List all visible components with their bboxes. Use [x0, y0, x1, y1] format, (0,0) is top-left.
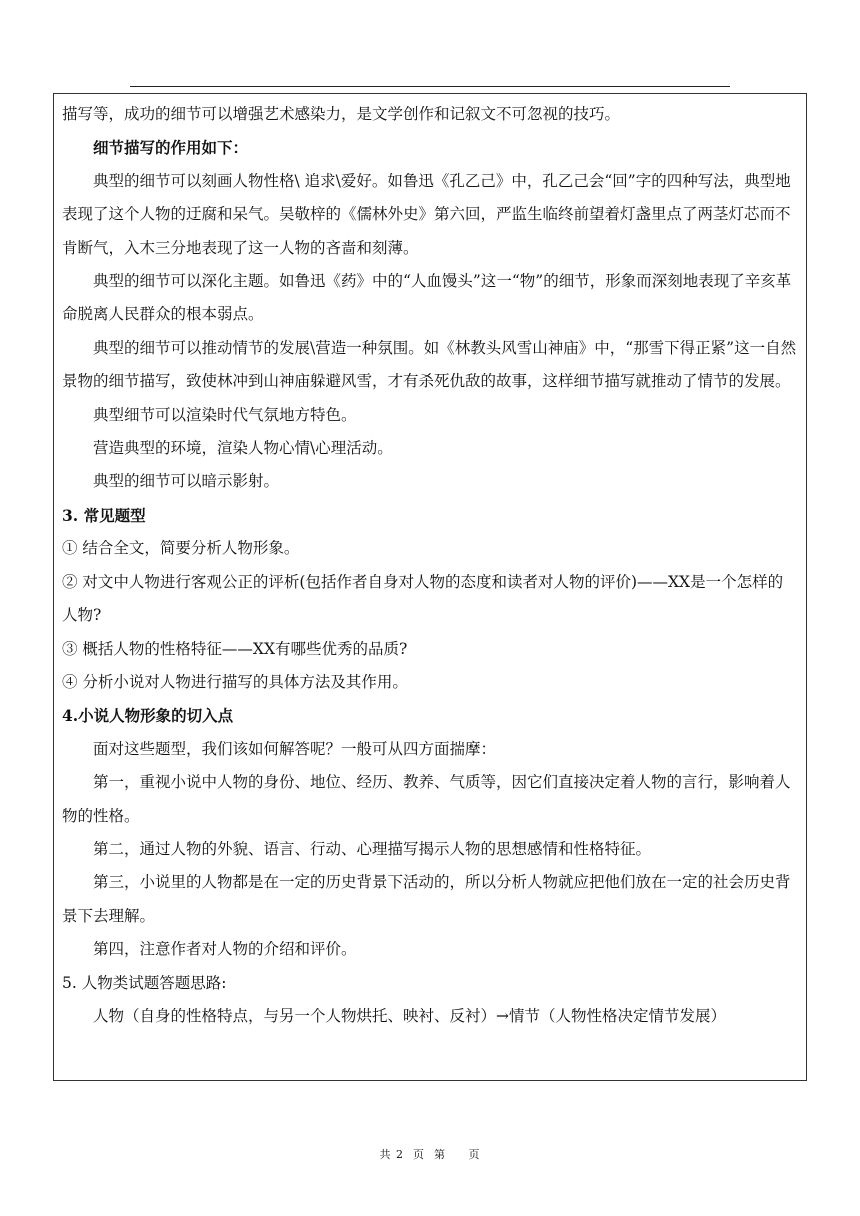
paragraph: 第三，小说里的人物都是在一定的历史背景下活动的，所以分析人物就应把他们放在一定的社会历史背景下去理解。	[62, 873, 791, 925]
paragraph: 描写等，成功的细节可以增强艺术感染力，是文学创作和记叙文不可忽视的技巧。	[62, 105, 621, 123]
paragraph: 典型的细节可以刻画人物性格\ 追求\爱好。如鲁迅《孔乙己》中，孔乙己会“回”字的四种写法，典型地表现了这个人物的迂腐和呆气。吴敬梓的《儒林外史》第六回，严监生临终前望着灯盏里点了两茎灯芯而不肯断气，入木三分地表现了这一人物的吝啬和刻薄。	[62, 171, 791, 257]
paragraph: ④ 分析小说对人物进行描写的具体方法及其作用。	[62, 672, 408, 691]
paragraph: 第二，通过人物的外貌、语言、行动、心理描写揭示人物的思想感情和性格特征。	[93, 839, 652, 858]
paragraph: 典型的细节可以深化主题。如鲁迅《药》中的“人血馒头”这一“物”的细节，形象而深刻地表现了辛亥革命脱离人民群众的根本弱点。	[62, 272, 792, 324]
section-heading: 细节描写的作用如下：	[93, 138, 249, 158]
paragraph: 典型细节可以渲染时代气氛地方特色。	[93, 405, 357, 424]
section-heading: 4.小说人物形象的切入点	[62, 706, 234, 726]
paragraph: ① 结合全文，简要分析人物形象。	[62, 539, 300, 558]
page-footer: 共 2 页 第 页	[379, 1148, 481, 1161]
content-box	[53, 93, 807, 1081]
header-rule	[130, 86, 730, 87]
paragraph: ② 对文中人物进行客观公正的评析(包括作者自身对人物的态度和读者对人物的评价)——XX是一个怎样的人物?	[62, 572, 784, 625]
section-heading: 3. 常见题型	[62, 505, 146, 525]
paragraph: ③ 概括人物的性格特征——XX有哪些优秀的品质?	[62, 639, 408, 658]
paragraph: 营造典型的环境，渲染人物心情\心理活动。	[93, 439, 393, 458]
paragraph: 典型的细节可以推动情节的发展\营造一种氛围。如《林教头风雪山神庙》中，“那雪下得正紧”这一自然景物的细节描写，致使林冲到山神庙躲避风雪，才有杀死仇敌的故事，这样细节描写就推动了情节的发展。	[62, 338, 797, 391]
paragraph: 第一，重视小说中人物的身份、地位、经历、教养、气质等，因它们直接决定着人物的言行，影响着人物的性格。	[62, 773, 791, 825]
paragraph: 5. 人物类试题答题思路:	[62, 973, 227, 992]
paragraph: 人物（自身的性格特点，与另一个人物烘托、映衬、反衬）→情节（人物性格决定情节发展）	[93, 1006, 726, 1025]
paragraph: 第四，注意作者对人物的介绍和评价。	[93, 940, 357, 959]
paragraph: 典型的细节可以暗示影射。	[93, 472, 280, 491]
paragraph: 面对这些题型，我们该如何解答呢？一般可从四方面揣摩：	[93, 739, 497, 758]
document-body	[62, 98, 798, 1033]
